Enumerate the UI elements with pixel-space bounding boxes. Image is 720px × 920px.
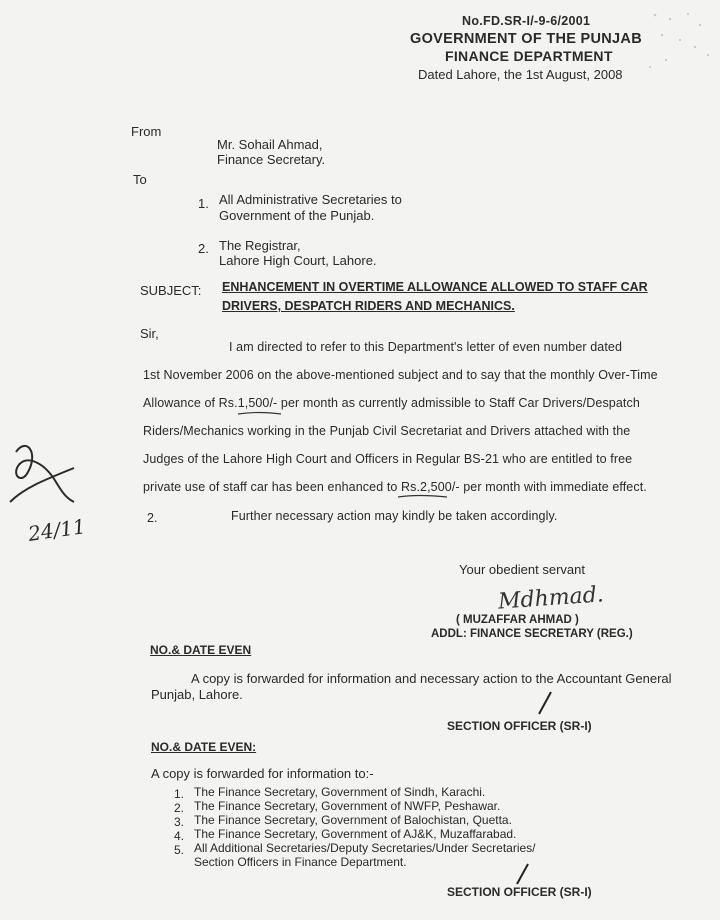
subject-line: ENHANCEMENT IN OVERTIME ALLOWANCE ALLOWED TO STAFF CAR — [222, 280, 648, 294]
officer-initial-mark — [535, 690, 555, 716]
copy-text: Punjab, Lahore. — [151, 687, 243, 702]
paragraph-text: Further necessary action may kindly be taken accordingly. — [231, 509, 558, 523]
to-item-line: All Administrative Secretaries to — [219, 192, 402, 207]
department-title: FINANCE DEPARTMENT — [445, 48, 613, 64]
body-line: I am directed to refer to this Department's letter of even number dated — [229, 340, 623, 354]
salutation: Sir, — [140, 326, 159, 341]
list-item-number: 1. — [174, 787, 185, 801]
list-item-number: 4. — [174, 829, 185, 843]
to-label: To — [133, 172, 147, 187]
section-officer-label: SECTION OFFICER (SR-I) — [447, 885, 592, 899]
to-item-line: Lahore High Court, Lahore. — [219, 253, 377, 268]
list-item-number: 3. — [174, 815, 185, 829]
dated-line: Dated Lahore, the 1st August, 2008 — [418, 67, 623, 82]
signatory-title: ADDL: FINANCE SECRETARY (REG.) — [431, 628, 633, 640]
list-item-continuation: Section Officers in Finance Department. — [194, 855, 407, 869]
signature: Mdhmad. — [497, 582, 605, 615]
to-item-line: The Registrar, — [219, 238, 301, 253]
copy-text: A copy is forwarded for information and necessary action to the Accountant General — [191, 671, 672, 686]
copy-intro: A copy is forwarded for information to:- — [151, 766, 374, 781]
body-line: 1st November 2006 on the above-mentioned subject and to say that the monthly Over-Time — [143, 368, 658, 382]
to-item-number: 2. — [198, 241, 209, 256]
list-item-number: 5. — [174, 843, 185, 857]
list-item-number: 2. — [174, 801, 185, 815]
list-item: All Additional Secretaries/Deputy Secretaries/Under Secretaries/ — [194, 841, 536, 855]
to-item-number: 1. — [198, 196, 209, 211]
list-item: The Finance Secretary, Government of Sindh, Karachi. — [194, 785, 486, 799]
paragraph-number: 2. — [147, 511, 158, 525]
from-designation: Finance Secretary. — [217, 152, 326, 167]
to-item-line: Government of the Punjab. — [219, 208, 375, 223]
margin-date-note: 24/11 — [26, 514, 88, 546]
signatory-name: ( MUZAFFAR AHMAD ) — [456, 614, 579, 626]
reference-number: No.FD.SR-I/-9-6/2001 — [462, 14, 591, 28]
section-officer-label: SECTION OFFICER (SR-I) — [447, 719, 592, 733]
from-name: Mr. Sohail Ahmad, — [217, 137, 323, 152]
government-title: GOVERNMENT OF THE PUNJAB — [410, 31, 642, 47]
list-item: The Finance Secretary, Government of Balochistan, Quetta. — [194, 813, 512, 827]
from-label: From — [131, 124, 162, 139]
copy-heading: NO.& DATE EVEN: — [151, 740, 257, 754]
body-line: Judges of the Lahore High Court and Officers in Regular BS-21 who are entitled to free — [143, 452, 633, 466]
subject-label: SUBJECT: — [140, 283, 202, 298]
photocopy-speckle — [600, 5, 715, 80]
copy-heading: NO.& DATE EVEN — [150, 643, 252, 657]
body-line: private use of staff car has been enhanced to Rs.2,500/- per month with immediate effect. — [143, 480, 647, 494]
subject-line: DRIVERS, DESPATCH RIDERS AND MECHANICS. — [222, 299, 515, 313]
closing: Your obedient servant — [459, 562, 586, 577]
body-line: Allowance of Rs.1,500/- per month as currently admissible to Staff Car Drivers/Despatch — [143, 396, 640, 410]
body-line: Riders/Mechanics working in the Punjab Civil Secretariat and Drivers attached with the — [143, 424, 631, 438]
list-item: The Finance Secretary, Government of AJ&K, Muzaffarabad. — [194, 827, 517, 841]
list-item: The Finance Secretary, Government of NWFP, Peshawar. — [194, 799, 501, 813]
